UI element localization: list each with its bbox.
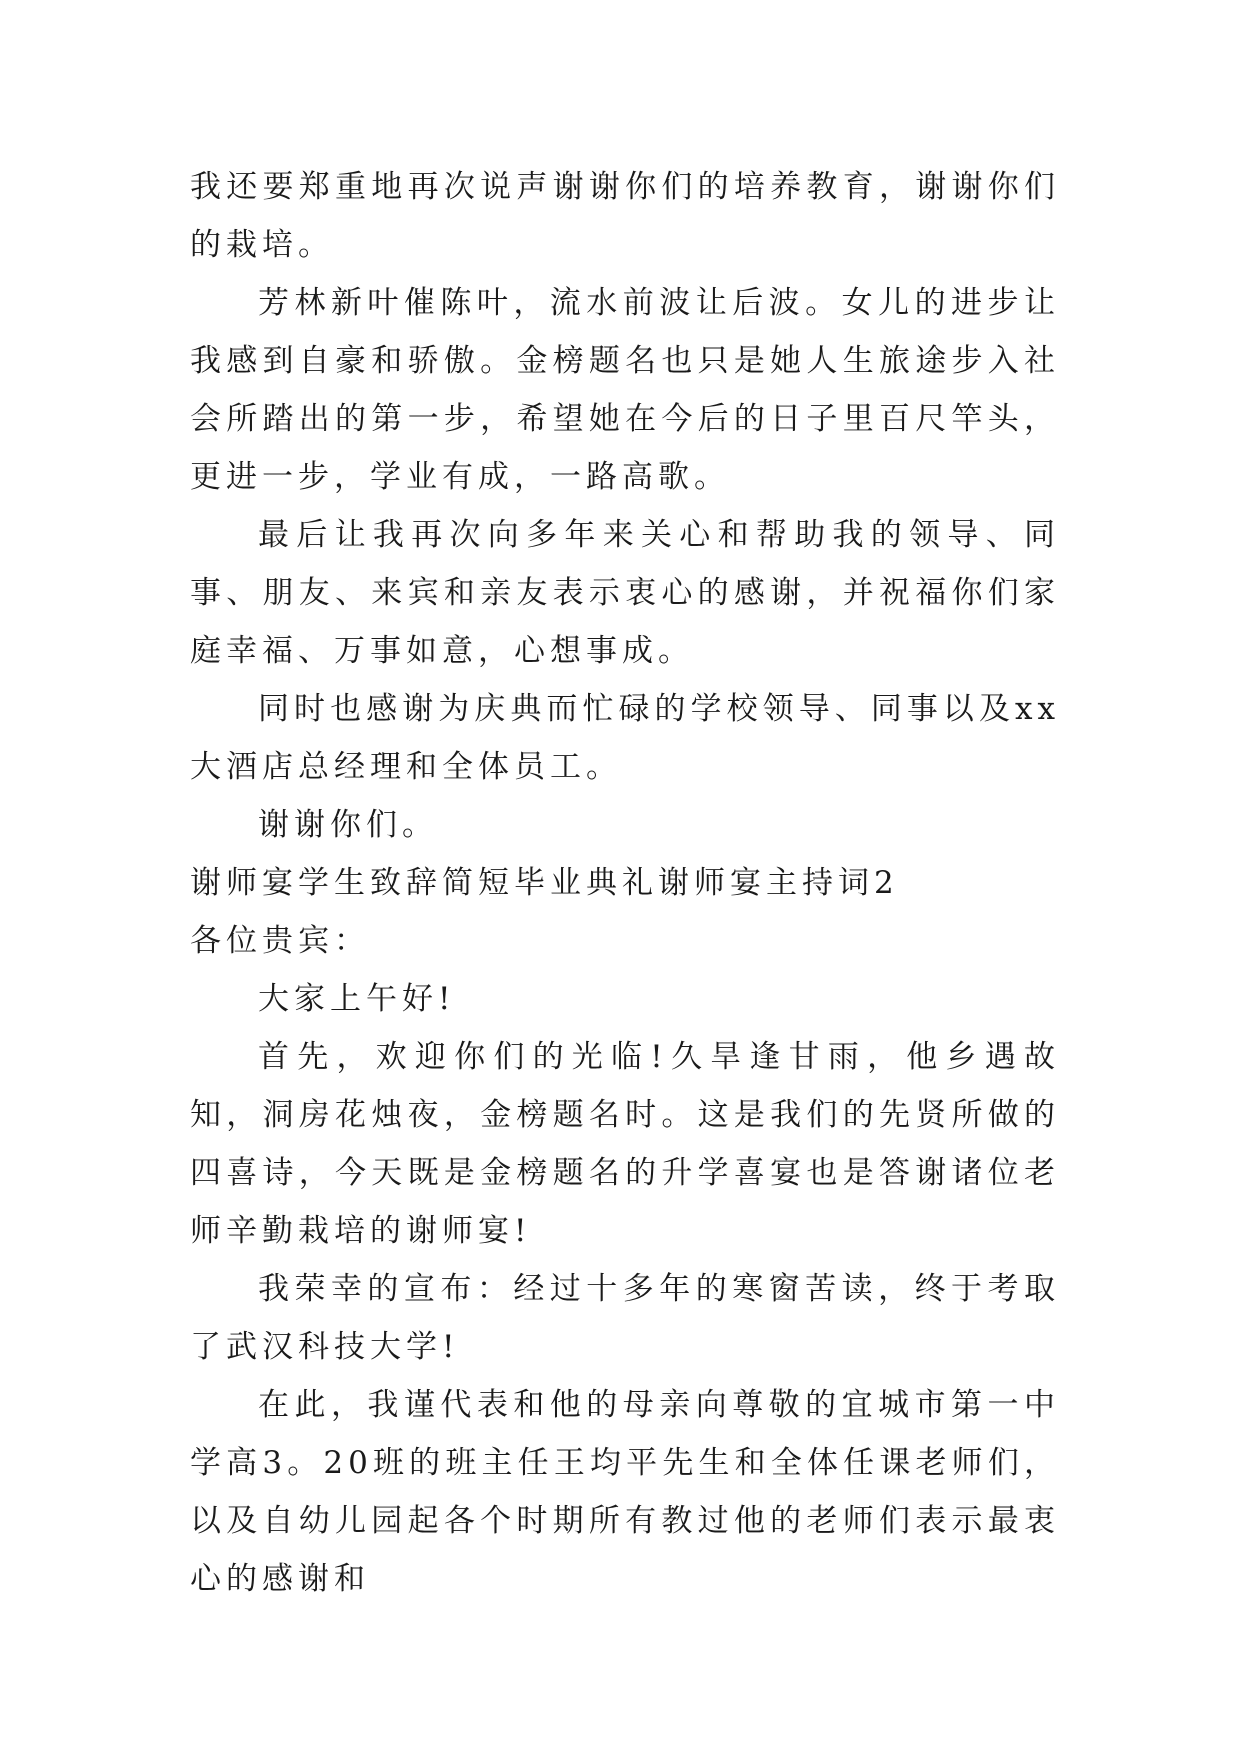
document-body <box>190 158 1060 1608</box>
paragraph: 最后让我再次向多年来关心和帮助我的领导、同事、朋友、来宾和亲友表示衷心的感谢，并祝福你们家庭幸福、万事如意，心想事成。 <box>190 517 1060 669</box>
paragraph: 在此，我谨代表和他的母亲向尊敬的宜城市第一中学高3。20班的班主任王均平先生和全体任课老师们，以及自幼儿园起各个时期所有教过他的老师们表示最衷心的感谢和 <box>190 1387 1060 1597</box>
salutation: 各位贵宾： <box>190 923 370 959</box>
paragraph: 大家上午好! <box>258 981 456 1017</box>
paragraph: 谢谢你们。 <box>258 807 438 843</box>
paragraph: 我还要郑重地再次说声谢谢你们的培养教育，谢谢你们的栽培。 <box>190 169 1060 263</box>
paragraph: 同时也感谢为庆典而忙碌的学校领导、同事以及xx大酒店总经理和全体员工。 <box>190 691 1060 785</box>
paragraph: 芳林新叶催陈叶，流水前波让后波。女儿的进步让我感到自豪和骄傲。金榜题名也只是她人生旅途步入社会所踏出的第一步，希望她在今后的日子里百尺竿头，更进一步，学业有成，一路高歌。 <box>190 285 1060 495</box>
paragraph: 首先，欢迎你们的光临!久旱逢甘雨，他乡遇故知，洞房花烛夜，金榜题名时。这是我们的先贤所做的四喜诗，今天既是金榜题名的升学喜宴也是答谢诸位老师辛勤栽培的谢师宴! <box>190 1039 1060 1249</box>
paragraph: 我荣幸的宣布：经过十多年的寒窗苦读，终于考取了武汉科技大学! <box>190 1271 1060 1365</box>
section-heading: 谢师宴学生致辞简短毕业典礼谢师宴主持词2 <box>190 865 899 901</box>
